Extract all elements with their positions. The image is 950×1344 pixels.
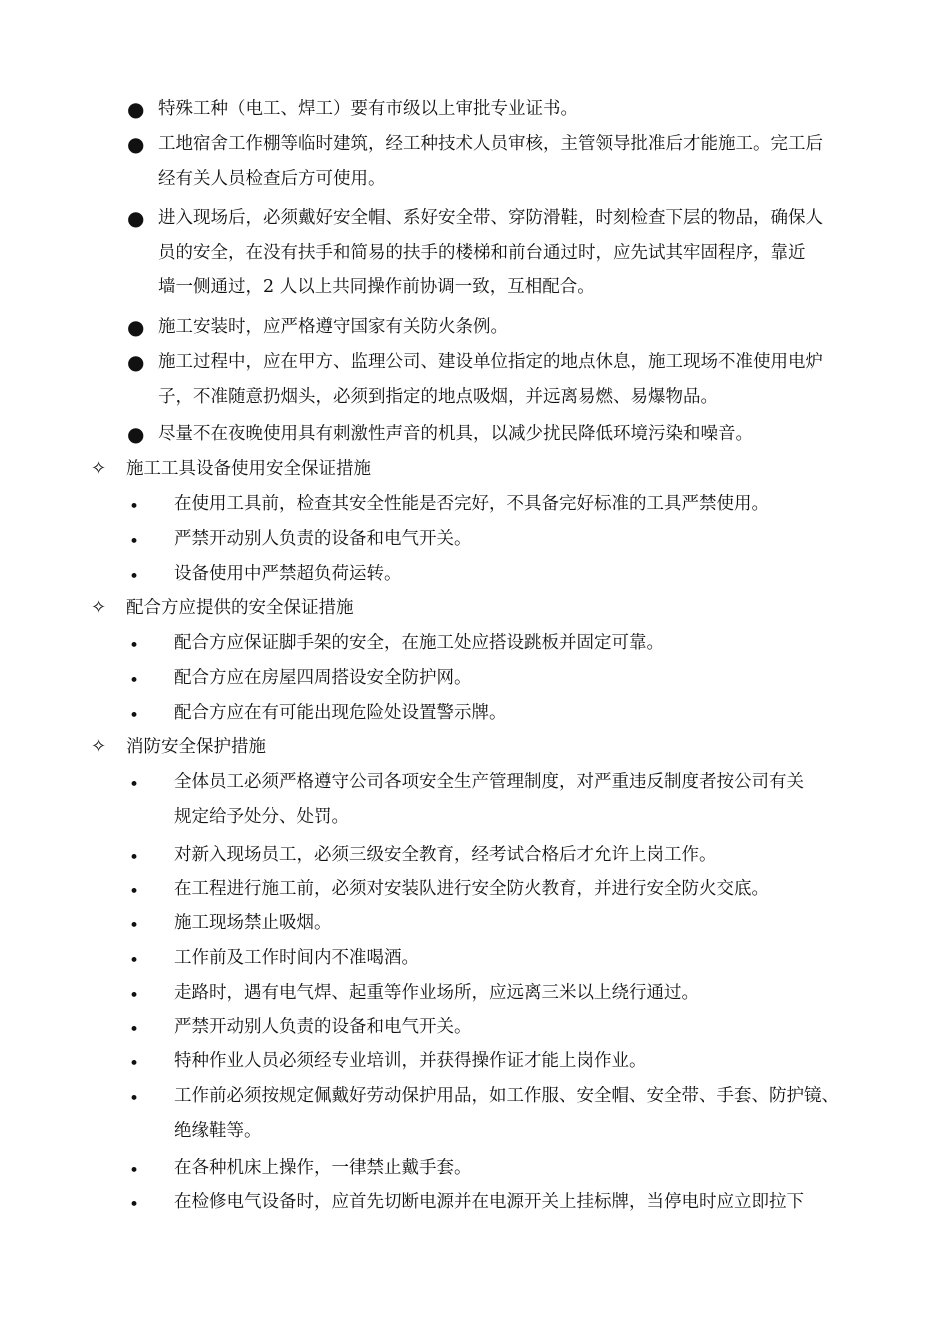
list-item (174, 1185, 804, 1220)
list-item (158, 127, 823, 196)
list-item (174, 1010, 472, 1045)
list-item-line: 设备使用中严禁超负荷运转。 (174, 564, 402, 584)
bullet-icon: ● (127, 350, 145, 374)
list-item (158, 92, 578, 127)
list-item-line: 员的安全，在没有扶手和简易的扶手的楼梯和前台通过时，应先试其牢固程序，靠近 (158, 242, 806, 263)
list-item-line: 经有关人员检查后方可使用。 (158, 168, 386, 189)
list-item (158, 310, 508, 345)
bullet-icon: • (129, 706, 140, 726)
list-item-line: 配合方应在房屋四周搭设安全防护网。 (174, 668, 472, 688)
section-heading: 施工工具设备使用安全保证措施 (126, 459, 371, 479)
list-item-line: 对新入现场员工，必须三级安全教育，经考试合格后才允许上岗工作。 (174, 845, 717, 865)
list-item-line: 特种作业人员必须经专业培训，并获得操作证才能上岗作业。 (174, 1051, 647, 1071)
list-item-line: 严禁开动别人负责的设备和电气开关。 (174, 529, 472, 549)
bullet-icon: • (129, 497, 140, 517)
bullet-icon: ● (127, 132, 145, 156)
list-item (174, 522, 472, 557)
bullet-icon: • (129, 1054, 140, 1074)
bullet-icon: • (129, 916, 140, 936)
section-heading: 配合方应提供的安全保证措施 (126, 598, 354, 618)
list-item-line: 在各种机床上操作，一律禁止戴手套。 (174, 1158, 472, 1178)
bullet-icon: • (129, 532, 140, 552)
bullet-icon: ● (127, 315, 145, 339)
list-item-line: 尽量不在夜晚使用具有刺激性声音的机具，以减少扰民降低环境污染和噪音。 (158, 424, 753, 444)
list-item (174, 557, 402, 592)
diamond-icon: ✧ (91, 458, 107, 479)
bullet-icon: • (129, 1161, 140, 1181)
list-item-line: 子，不准随意扔烟头，必须到指定的地点吸烟，并远离易燃、易爆物品。 (158, 386, 718, 407)
diamond-icon: ✧ (91, 736, 107, 757)
list-item (158, 201, 823, 305)
list-item (158, 345, 823, 414)
bullet-icon: • (129, 882, 140, 902)
list-item-line: 施工现场禁止吸烟。 (174, 913, 332, 933)
list-item-line: 工作前及工作时间内不准喝酒。 (174, 948, 419, 968)
bullet-icon: • (129, 1020, 140, 1040)
list-item (174, 487, 769, 522)
list-item-line: 绝缘鞋等。 (174, 1120, 262, 1141)
list-item (174, 1044, 647, 1079)
list-item (174, 941, 419, 976)
list-item-line: 严禁开动别人负责的设备和电气开关。 (174, 1017, 472, 1037)
list-item (174, 906, 332, 941)
list-item-line: 配合方应在有可能出现危险处设置警示牌。 (174, 703, 507, 723)
bullet-icon: • (129, 951, 140, 971)
list-item-line: 施工过程中，应在甲方、监理公司、建设单位指定的地点休息，施工现场不准使用电炉 (158, 352, 823, 372)
list-item-line: 工作前必须按规定佩戴好劳动保护用品，如工作服、安全帽、安全带、手套、防护镜、 (174, 1086, 839, 1106)
list-item-line: 墙一侧通过，2 人以上共同操作前协调一致，互相配合。 (158, 277, 595, 297)
list-item (174, 872, 769, 907)
list-item-line: 在使用工具前，检查其安全性能是否完好，不具备完好标准的工具严禁使用。 (174, 494, 769, 514)
list-item (174, 661, 472, 696)
list-item (174, 1151, 472, 1186)
list-item-line: 在工程进行施工前，必须对安装队进行安全防火教育，并进行安全防火交底。 (174, 879, 769, 899)
list-item (174, 1079, 839, 1148)
list-item-line: 进入现场后，必须戴好安全帽、系好安全带、穿防滑鞋，时刻检查下层的物品，确保人 (158, 208, 823, 228)
list-item (174, 838, 717, 873)
bullet-icon: • (129, 1195, 140, 1215)
bullet-icon: • (129, 775, 140, 795)
bullet-icon: • (129, 986, 140, 1006)
list-item (174, 976, 699, 1011)
list-item (158, 417, 753, 452)
list-item (174, 626, 664, 661)
list-item-line: 规定给予处分、处罚。 (174, 806, 349, 827)
list-item (174, 765, 804, 834)
list-item-line: 走路时，遇有电气焊、起重等作业场所，应远离三米以上绕行通过。 (174, 983, 699, 1003)
section-heading: 消防安全保护措施 (126, 737, 266, 757)
bullet-icon: ● (127, 206, 145, 230)
bullet-icon: ● (127, 97, 145, 121)
bullet-icon: • (129, 636, 140, 656)
list-item-line: 施工安装时，应严格遵守国家有关防火条例。 (158, 317, 508, 337)
bullet-icon: • (129, 567, 140, 587)
list-item-line: 在检修电气设备时，应首先切断电源并在电源开关上挂标牌，当停电时应立即拉下 (174, 1192, 804, 1212)
bullet-icon: • (129, 671, 140, 691)
list-item-line: 工地宿舍工作棚等临时建筑，经工种技术人员审核，主管领导批准后才能施工。完工后 (158, 134, 823, 154)
bullet-icon: • (129, 848, 140, 868)
list-item-line: 特殊工种（电工、焊工）要有市级以上审批专业证书。 (158, 99, 578, 119)
list-item-line: 全体员工必须严格遵守公司各项安全生产管理制度，对严重违反制度者按公司有关 (174, 772, 804, 792)
bullet-icon: ● (127, 422, 145, 446)
bullet-icon: • (129, 1089, 140, 1109)
list-item-line: 配合方应保证脚手架的安全，在施工处应搭设跳板并固定可靠。 (174, 633, 664, 653)
diamond-icon: ✧ (91, 597, 107, 618)
list-item (174, 696, 507, 731)
